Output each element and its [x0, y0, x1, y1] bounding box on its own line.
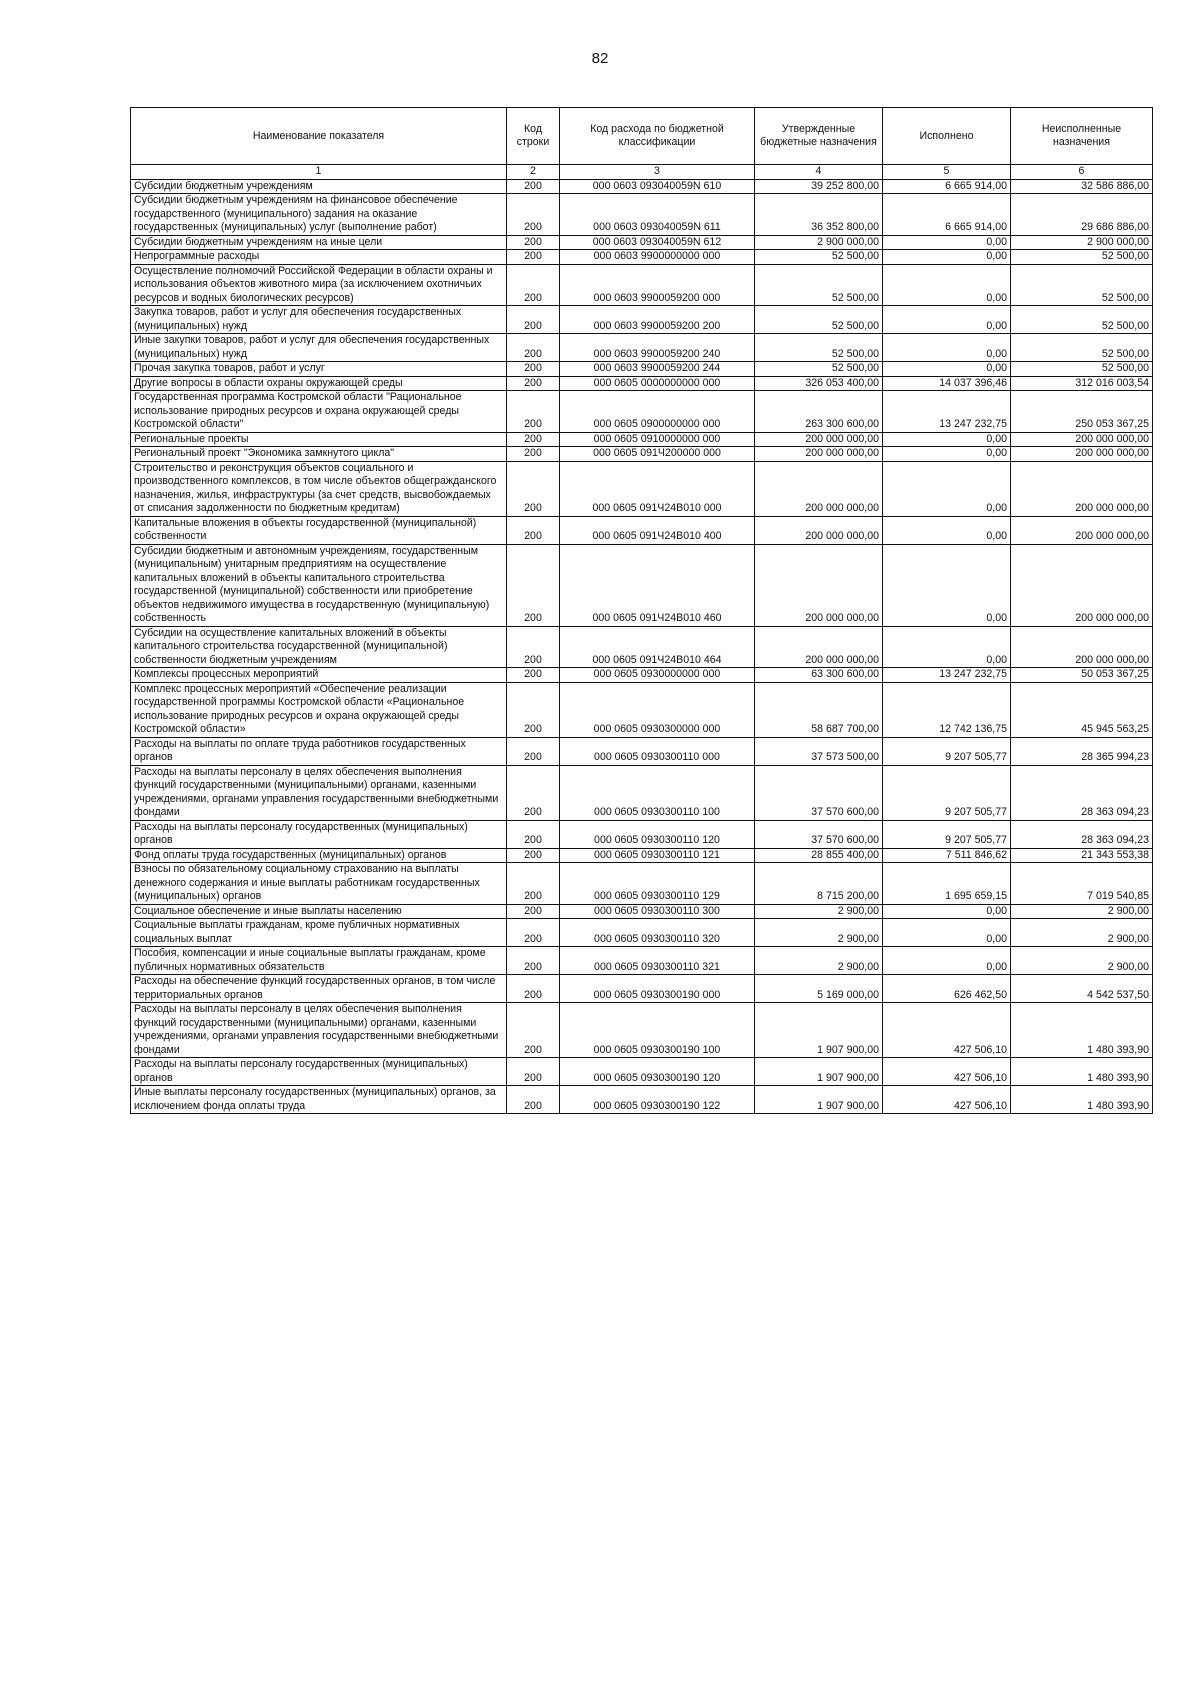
- table-row: [131, 626, 1153, 668]
- row-line-code: 200: [507, 432, 560, 447]
- row-name: Строительство и реконструкция объектов социального и производственного комплексов, в том числе объектов общегражданского назначения, жилья, инфраструктуры (за счет средств, высвобождаемых от списания задолженности по бюджетным кредитам): [131, 461, 507, 516]
- row-approved: 37 570 600,00: [755, 765, 883, 820]
- row-budget-code: 000 0605 091Ч24В010 000: [560, 461, 755, 516]
- row-line-code: 200: [507, 947, 560, 975]
- row-budget-code: 000 0605 0930300190 120: [560, 1058, 755, 1086]
- row-name: Фонд оплаты труда государственных (муниципальных) органов: [131, 848, 507, 863]
- row-approved: 200 000 000,00: [755, 544, 883, 626]
- table-row: [131, 362, 1153, 377]
- row-budget-code: 000 0603 093040059N 610: [560, 179, 755, 194]
- row-name: Капитальные вложения в объекты государственной (муниципальной) собственности: [131, 516, 507, 544]
- row-line-code: 200: [507, 863, 560, 905]
- row-approved: 58 687 700,00: [755, 682, 883, 737]
- row-unexecuted: 21 343 553,38: [1011, 848, 1153, 863]
- row-unexecuted: 32 586 886,00: [1011, 179, 1153, 194]
- row-line-code: 200: [507, 447, 560, 462]
- column-number: 5: [883, 165, 1011, 180]
- row-unexecuted: 200 000 000,00: [1011, 447, 1153, 462]
- row-unexecuted: 2 900,00: [1011, 947, 1153, 975]
- row-unexecuted: 28 363 094,23: [1011, 820, 1153, 848]
- row-approved: 326 053 400,00: [755, 376, 883, 391]
- row-approved: 52 500,00: [755, 250, 883, 265]
- table-row: [131, 516, 1153, 544]
- row-approved: 52 500,00: [755, 306, 883, 334]
- row-budget-code: 000 0605 0930300110 321: [560, 947, 755, 975]
- row-unexecuted: 50 053 367,25: [1011, 668, 1153, 683]
- row-unexecuted: 250 053 367,25: [1011, 391, 1153, 433]
- row-line-code: 200: [507, 1086, 560, 1114]
- row-unexecuted: 2 900,00: [1011, 904, 1153, 919]
- row-unexecuted: 200 000 000,00: [1011, 626, 1153, 668]
- row-executed: 427 506,10: [883, 1003, 1011, 1058]
- row-executed: 6 665 914,00: [883, 194, 1011, 236]
- row-name: Комплексы процессных мероприятий: [131, 668, 507, 683]
- row-budget-code: 000 0605 0930300110 320: [560, 919, 755, 947]
- table-row: [131, 919, 1153, 947]
- row-line-code: 200: [507, 975, 560, 1003]
- row-budget-code: 000 0605 0000000000 000: [560, 376, 755, 391]
- row-name: Субсидии бюджетным и автономным учреждениям, государственным (муниципальным) унитарным предприятиям на осуществление капитальных вложений в объекты капитального строительства государственной (муниципальной) собственности или приобретение объектов недвижимого имущества в государственную (муниципальную) собственность: [131, 544, 507, 626]
- header-budget-code: Код расхода по бюджетной классификации: [560, 108, 755, 165]
- table-row: [131, 947, 1153, 975]
- row-name: Государственная программа Костромской области "Рациональное использование природных ресурсов и охрана окружающей среды Костромской области": [131, 391, 507, 433]
- row-line-code: 200: [507, 626, 560, 668]
- row-budget-code: 000 0605 0930300110 300: [560, 904, 755, 919]
- table-body: [131, 165, 1153, 1114]
- table-row: [131, 1058, 1153, 1086]
- row-line-code: 200: [507, 376, 560, 391]
- row-executed: 7 511 846,62: [883, 848, 1011, 863]
- row-executed: 13 247 232,75: [883, 668, 1011, 683]
- row-budget-code: 000 0605 091Ч24В010 460: [560, 544, 755, 626]
- row-budget-code: 000 0605 0900000000 000: [560, 391, 755, 433]
- row-budget-code: 000 0603 9900000000 000: [560, 250, 755, 265]
- header-line-code: Код строки: [507, 108, 560, 165]
- row-approved: 1 907 900,00: [755, 1058, 883, 1086]
- table-header: [131, 108, 1153, 165]
- row-unexecuted: 52 500,00: [1011, 306, 1153, 334]
- row-line-code: 200: [507, 848, 560, 863]
- row-budget-code: 000 0605 0930300190 000: [560, 975, 755, 1003]
- row-unexecuted: 200 000 000,00: [1011, 461, 1153, 516]
- row-approved: 37 573 500,00: [755, 737, 883, 765]
- row-budget-code: 000 0603 9900059200 200: [560, 306, 755, 334]
- row-unexecuted: 312 016 003,54: [1011, 376, 1153, 391]
- row-budget-code: 000 0605 0930300110 100: [560, 765, 755, 820]
- row-executed: 0,00: [883, 362, 1011, 377]
- row-executed: 0,00: [883, 461, 1011, 516]
- budget-execution-table: [130, 107, 1153, 1114]
- row-unexecuted: 52 500,00: [1011, 264, 1153, 306]
- row-line-code: 200: [507, 194, 560, 236]
- row-name: Расходы на обеспечение функций государственных органов, в том числе территориальных органов: [131, 975, 507, 1003]
- row-approved: 1 907 900,00: [755, 1003, 883, 1058]
- row-name: Иные закупки товаров, работ и услуг для обеспечения государственных (муниципальных) нужд: [131, 334, 507, 362]
- table-row: [131, 820, 1153, 848]
- row-line-code: 200: [507, 682, 560, 737]
- row-name: Расходы на выплаты персоналу государственных (муниципальных) органов: [131, 1058, 507, 1086]
- row-budget-code: 000 0605 091Ч200000 000: [560, 447, 755, 462]
- row-approved: 5 169 000,00: [755, 975, 883, 1003]
- row-approved: 263 300 600,00: [755, 391, 883, 433]
- row-executed: 6 665 914,00: [883, 179, 1011, 194]
- row-line-code: 200: [507, 461, 560, 516]
- row-budget-code: 000 0603 093040059N 611: [560, 194, 755, 236]
- row-line-code: 200: [507, 1003, 560, 1058]
- row-approved: 52 500,00: [755, 334, 883, 362]
- row-executed: 0,00: [883, 250, 1011, 265]
- row-approved: 2 900,00: [755, 904, 883, 919]
- column-number: 6: [1011, 165, 1153, 180]
- row-unexecuted: 2 900,00: [1011, 919, 1153, 947]
- row-name: Субсидии бюджетным учреждениям на финансовое обеспечение государственного (муниципального) задания на оказание государственных (муниципальных) услуг (выполнение работ): [131, 194, 507, 236]
- row-executed: 0,00: [883, 264, 1011, 306]
- row-name: Региональные проекты: [131, 432, 507, 447]
- table-row: [131, 376, 1153, 391]
- row-unexecuted: 7 019 540,85: [1011, 863, 1153, 905]
- row-approved: 2 900,00: [755, 919, 883, 947]
- row-executed: 0,00: [883, 235, 1011, 250]
- table-row: [131, 432, 1153, 447]
- row-executed: 427 506,10: [883, 1058, 1011, 1086]
- row-line-code: 200: [507, 544, 560, 626]
- row-line-code: 200: [507, 306, 560, 334]
- row-name: Непрограммные расходы: [131, 250, 507, 265]
- row-unexecuted: 45 945 563,25: [1011, 682, 1153, 737]
- row-approved: 28 855 400,00: [755, 848, 883, 863]
- header-name: Наименование показателя: [131, 108, 507, 165]
- row-line-code: 200: [507, 250, 560, 265]
- table-row: [131, 1086, 1153, 1114]
- row-budget-code: 000 0605 091Ч24В010 400: [560, 516, 755, 544]
- row-executed: 0,00: [883, 516, 1011, 544]
- row-unexecuted: 4 542 537,50: [1011, 975, 1153, 1003]
- row-approved: 200 000 000,00: [755, 447, 883, 462]
- table-row: [131, 334, 1153, 362]
- row-budget-code: 000 0605 0930300000 000: [560, 682, 755, 737]
- row-executed: 13 247 232,75: [883, 391, 1011, 433]
- row-line-code: 200: [507, 765, 560, 820]
- row-approved: 37 570 600,00: [755, 820, 883, 848]
- row-line-code: 200: [507, 668, 560, 683]
- row-executed: 9 207 505,77: [883, 820, 1011, 848]
- row-line-code: 200: [507, 737, 560, 765]
- row-approved: 200 000 000,00: [755, 516, 883, 544]
- row-unexecuted: 1 480 393,90: [1011, 1003, 1153, 1058]
- row-unexecuted: 28 365 994,23: [1011, 737, 1153, 765]
- row-approved: 52 500,00: [755, 264, 883, 306]
- row-executed: 0,00: [883, 947, 1011, 975]
- row-line-code: 200: [507, 264, 560, 306]
- row-executed: 0,00: [883, 919, 1011, 947]
- row-name: Субсидии на осуществление капитальных вложений в объекты капитального строительства государственной (муниципальной) собственности бюджетным учреждениям: [131, 626, 507, 668]
- page-number: 82: [591, 50, 609, 67]
- row-executed: 9 207 505,77: [883, 765, 1011, 820]
- row-executed: 14 037 396,46: [883, 376, 1011, 391]
- table-row: [131, 904, 1153, 919]
- row-approved: 1 907 900,00: [755, 1086, 883, 1114]
- row-line-code: 200: [507, 1058, 560, 1086]
- table-row: [131, 194, 1153, 236]
- row-unexecuted: 200 000 000,00: [1011, 516, 1153, 544]
- row-executed: 626 462,50: [883, 975, 1011, 1003]
- row-budget-code: 000 0603 9900059200 000: [560, 264, 755, 306]
- table-row: [131, 765, 1153, 820]
- row-unexecuted: 1 480 393,90: [1011, 1086, 1153, 1114]
- row-approved: 39 252 800,00: [755, 179, 883, 194]
- row-approved: 52 500,00: [755, 362, 883, 377]
- row-unexecuted: 52 500,00: [1011, 362, 1153, 377]
- table-row: [131, 235, 1153, 250]
- column-number: 2: [507, 165, 560, 180]
- row-unexecuted: 29 686 886,00: [1011, 194, 1153, 236]
- row-budget-code: 000 0605 0930300110 000: [560, 737, 755, 765]
- row-approved: 36 352 800,00: [755, 194, 883, 236]
- table-row: [131, 250, 1153, 265]
- header-executed: Исполнено: [883, 108, 1011, 165]
- row-executed: 0,00: [883, 544, 1011, 626]
- row-unexecuted: 200 000 000,00: [1011, 544, 1153, 626]
- table-row: [131, 179, 1153, 194]
- row-name: Другие вопросы в области охраны окружающей среды: [131, 376, 507, 391]
- row-name: Субсидии бюджетным учреждениям: [131, 179, 507, 194]
- row-name: Прочая закупка товаров, работ и услуг: [131, 362, 507, 377]
- row-budget-code: 000 0605 0930300110 120: [560, 820, 755, 848]
- row-unexecuted: 1 480 393,90: [1011, 1058, 1153, 1086]
- row-approved: 200 000 000,00: [755, 461, 883, 516]
- table-row: [131, 461, 1153, 516]
- row-name: Комплекс процессных мероприятий «Обеспечение реализации государственной программы Костромской области «Рациональное использование природных ресурсов и охрана окружающей среды Костромской области»: [131, 682, 507, 737]
- row-executed: 12 742 136,75: [883, 682, 1011, 737]
- row-line-code: 200: [507, 820, 560, 848]
- row-approved: 63 300 600,00: [755, 668, 883, 683]
- table-row: [131, 975, 1153, 1003]
- header-approved: Утвержденные бюджетные назначения: [755, 108, 883, 165]
- row-name: Расходы на выплаты персоналу государственных (муниципальных) органов: [131, 820, 507, 848]
- row-executed: 0,00: [883, 447, 1011, 462]
- row-name: Расходы на выплаты по оплате труда работников государственных органов: [131, 737, 507, 765]
- column-numbers-row: [131, 165, 1153, 180]
- row-line-code: 200: [507, 919, 560, 947]
- row-name: Социальное обеспечение и иные выплаты населению: [131, 904, 507, 919]
- row-approved: 8 715 200,00: [755, 863, 883, 905]
- row-name: Субсидии бюджетным учреждениям на иные цели: [131, 235, 507, 250]
- row-name: Взносы по обязательному социальному страхованию на выплаты денежного содержания и иные выплаты работникам государственных (муниципальных) органов: [131, 863, 507, 905]
- table-row: [131, 737, 1153, 765]
- column-number: 4: [755, 165, 883, 180]
- table-row: [131, 264, 1153, 306]
- row-budget-code: 000 0605 0930300110 129: [560, 863, 755, 905]
- table-row: [131, 668, 1153, 683]
- row-executed: 0,00: [883, 334, 1011, 362]
- table-row: [131, 544, 1153, 626]
- row-executed: 9 207 505,77: [883, 737, 1011, 765]
- row-approved: 2 900 000,00: [755, 235, 883, 250]
- table-row: [131, 391, 1153, 433]
- row-executed: 1 695 659,15: [883, 863, 1011, 905]
- row-approved: 2 900,00: [755, 947, 883, 975]
- row-unexecuted: 200 000 000,00: [1011, 432, 1153, 447]
- row-line-code: 200: [507, 391, 560, 433]
- row-name: Региональный проект "Экономика замкнутого цикла": [131, 447, 507, 462]
- row-budget-code: 000 0603 9900059200 244: [560, 362, 755, 377]
- row-name: Пособия, компенсации и иные социальные выплаты гражданам, кроме публичных нормативных обязательств: [131, 947, 507, 975]
- row-name: Иные выплаты персоналу государственных (муниципальных) органов, за исключением фонда оплаты труда: [131, 1086, 507, 1114]
- row-budget-code: 000 0605 0930300190 100: [560, 1003, 755, 1058]
- column-number: 1: [131, 165, 507, 180]
- row-name: Расходы на выплаты персоналу в целях обеспечения выполнения функций государственными (муниципальными) органами, казенными учреждениями, органами управления государственными внебюджетными фондами: [131, 1003, 507, 1058]
- row-name: Осуществление полномочий Российской Федерации в области охраны и использования объектов животного мира (за исключением охотничьих ресурсов и водных биологических ресурсов): [131, 264, 507, 306]
- row-unexecuted: 52 500,00: [1011, 334, 1153, 362]
- row-unexecuted: 2 900 000,00: [1011, 235, 1153, 250]
- row-budget-code: 000 0605 0930300190 122: [560, 1086, 755, 1114]
- table-row: [131, 447, 1153, 462]
- row-line-code: 200: [507, 362, 560, 377]
- row-name: Расходы на выплаты персоналу в целях обеспечения выполнения функций государственными (муниципальными) органами, казенными учреждениями, органами управления государственными внебюджетными фондами: [131, 765, 507, 820]
- row-executed: 427 506,10: [883, 1086, 1011, 1114]
- row-executed: 0,00: [883, 904, 1011, 919]
- row-line-code: 200: [507, 904, 560, 919]
- row-line-code: 200: [507, 334, 560, 362]
- row-budget-code: 000 0603 093040059N 612: [560, 235, 755, 250]
- row-name: Закупка товаров, работ и услуг для обеспечения государственных (муниципальных) нужд: [131, 306, 507, 334]
- table-row: [131, 863, 1153, 905]
- row-name: Социальные выплаты гражданам, кроме публичных нормативных социальных выплат: [131, 919, 507, 947]
- row-line-code: 200: [507, 516, 560, 544]
- table-row: [131, 682, 1153, 737]
- row-approved: 200 000 000,00: [755, 626, 883, 668]
- header-unexecuted: Неисполненные назначения: [1011, 108, 1153, 165]
- row-executed: 0,00: [883, 432, 1011, 447]
- table-row: [131, 848, 1153, 863]
- row-executed: 0,00: [883, 306, 1011, 334]
- column-number: 3: [560, 165, 755, 180]
- row-approved: 200 000 000,00: [755, 432, 883, 447]
- row-executed: 0,00: [883, 626, 1011, 668]
- row-unexecuted: 28 363 094,23: [1011, 765, 1153, 820]
- row-line-code: 200: [507, 179, 560, 194]
- table-row: [131, 306, 1153, 334]
- row-budget-code: 000 0605 0930000000 000: [560, 668, 755, 683]
- row-budget-code: 000 0605 091Ч24В010 464: [560, 626, 755, 668]
- row-line-code: 200: [507, 235, 560, 250]
- row-unexecuted: 52 500,00: [1011, 250, 1153, 265]
- table-row: [131, 1003, 1153, 1058]
- row-budget-code: 000 0603 9900059200 240: [560, 334, 755, 362]
- row-budget-code: 000 0605 0930300110 121: [560, 848, 755, 863]
- row-budget-code: 000 0605 0910000000 000: [560, 432, 755, 447]
